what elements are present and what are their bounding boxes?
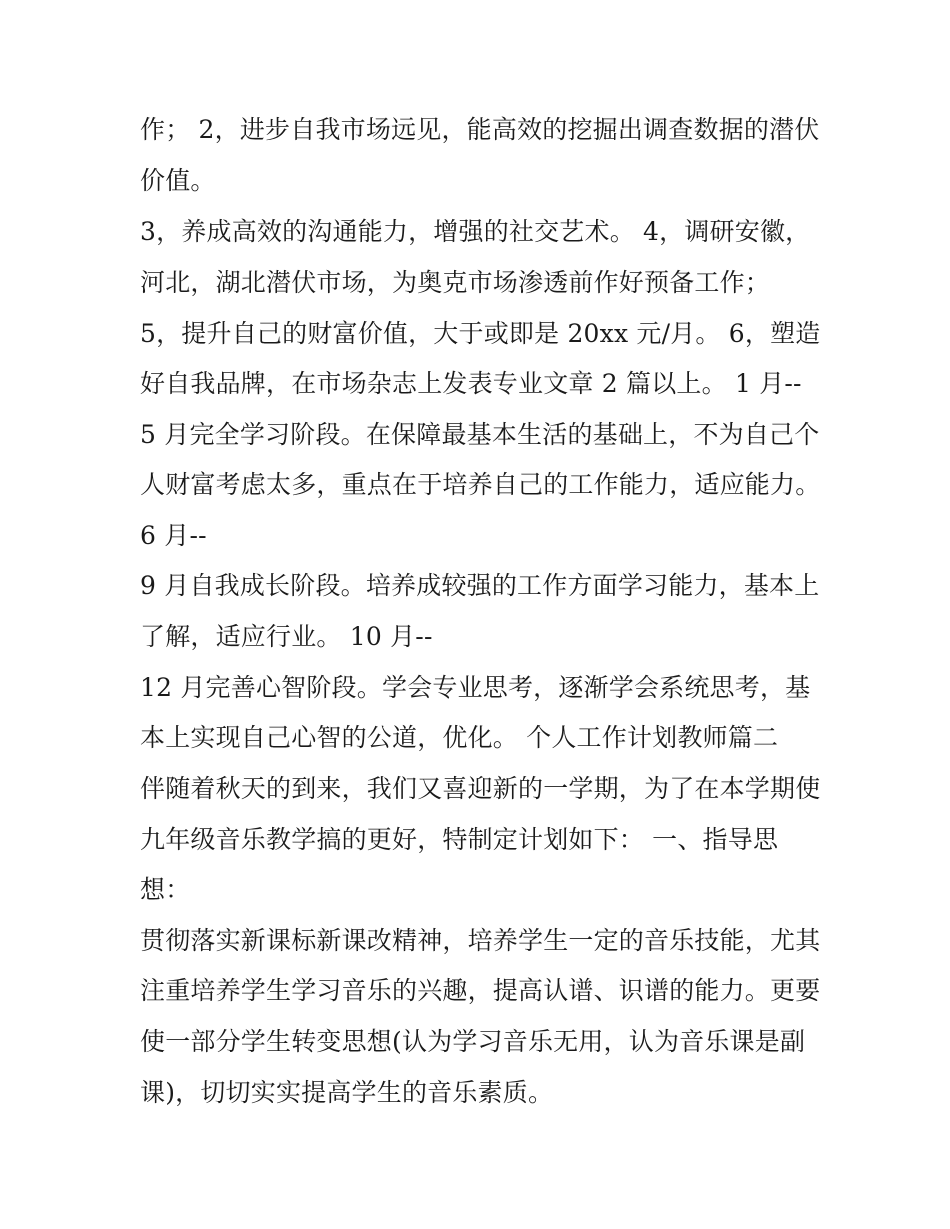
text-line: 想： (140, 875, 191, 904)
text-line: 本上实现自己心智的公道，优化。 个人工作计划教师篇二 (140, 723, 779, 752)
text-line: 好自我品牌，在市场杂志上发表专业文章 2 篇以上。 1 月-- (140, 369, 802, 398)
text-line: 人财富考虑太多，重点在于培养自己的工作能力，适应能力。 (140, 470, 821, 499)
text-line: 九年级音乐教学搞的更好，特制定计划如下： 一、指导思 (140, 825, 779, 854)
text-line: 价值。 (140, 166, 216, 195)
text-line: 作； 2，进步自我市场远见，能高效的挖掘出调查数据的潜伏 (140, 115, 820, 144)
text-line: 3，养成高效的沟通能力，增强的社交艺术。 4，调研安徽， (140, 217, 811, 246)
text-line: 使一部分学生转变思想(认为学习音乐无用，认为音乐课是副 (140, 1027, 806, 1056)
text-line: 5 月完全学习阶段。在保障最基本生活的基础上，不为自己个 (140, 420, 820, 449)
text-line: 了解，适应行业。 10 月-- (140, 622, 433, 651)
text-line: 河北，湖北潜伏市场，为奥克市场渗透前作好预备工作； (140, 268, 771, 297)
text-line: 12 月完善心智阶段。学会专业思考，逐渐学会系统思考，基 (140, 673, 811, 702)
text-line: 9 月自我成长阶段。培养成较强的工作方面学习能力，基本上 (140, 571, 820, 600)
text-line: 课)，切切实实提高学生的音乐素质。 (140, 1078, 554, 1107)
text-line: 5，提升自己的财富价值，大于或即是 20xx 元/月。 6，塑造 (140, 319, 821, 348)
text-line: 伴随着秋天的到来，我们又喜迎新的一学期，为了在本学期使 (140, 774, 821, 803)
text-line: 贯彻落实新课标新课改精神，培养学生一定的音乐技能，尤其 (140, 926, 821, 955)
text-line: 注重培养学生学习音乐的兴趣，提高认谱、识谱的能力。更要 (140, 976, 821, 1005)
text-line: 6 月-- (140, 521, 207, 550)
